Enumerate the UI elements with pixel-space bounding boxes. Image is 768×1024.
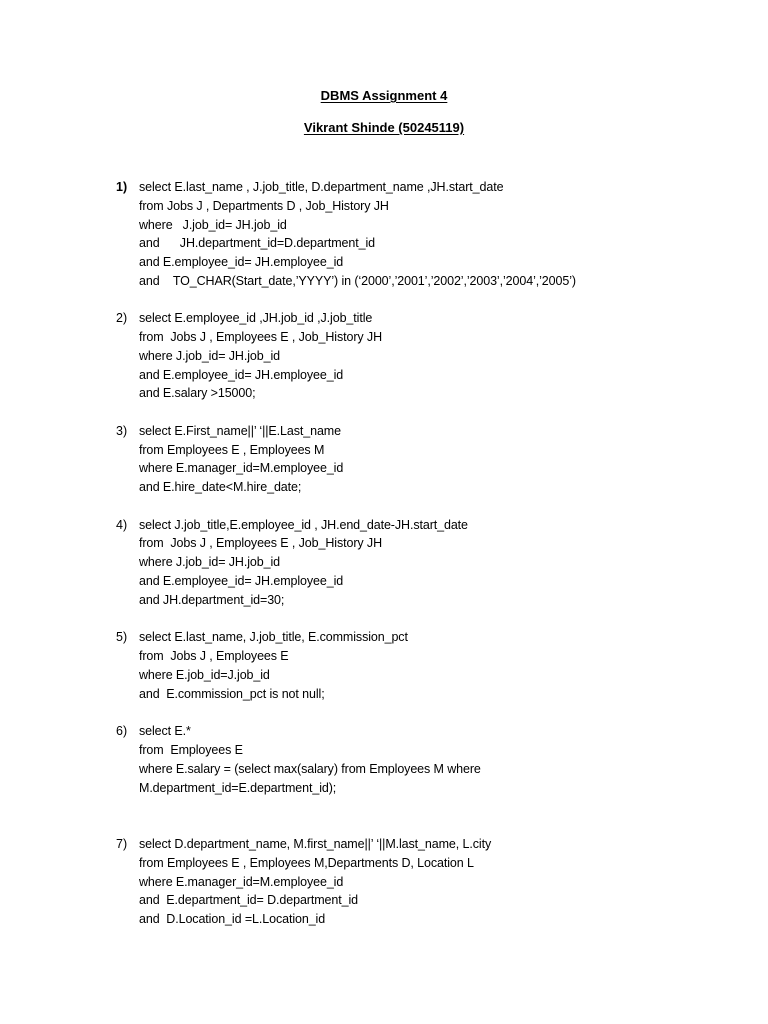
query-line: from Jobs J , Departments D , Job_History JH [139,199,389,213]
question-number: 7) [116,837,128,851]
query-line: M.department_id=E.department_id); [139,781,337,795]
query-line: where J.job_id= JH.job_id [139,555,280,569]
query-line: and E.employee_id= JH.employee_id [139,574,344,588]
query-line: where J.job_id= JH.job_id [139,349,280,363]
query-line: and E.hire_date<M.hire_date; [139,480,302,494]
query-line: and E.employee_id= JH.employee_id [139,368,344,382]
question-number: 4) [116,518,128,532]
query-line: from Employees E , Employees M,Departments D, Location L [139,856,474,870]
query-line: select E.First_name||’ ‘||E.Last_name [139,424,341,438]
question-number: 2) [116,311,128,325]
query-line: and E.employee_id= JH.employee_id [139,255,344,269]
question-number: 1) [116,180,128,194]
query-line: and D.Location_id =L.Location_id [139,912,326,926]
query-line: from Jobs J , Employees E , Job_History JH [139,330,383,344]
query-line: and JH.department_id=30; [139,593,285,607]
query-line: select E.last_name, J.job_title, E.commission_pct [139,630,408,644]
query-line: select J.job_title,E.employee_id , JH.end_date-JH.start_date [139,518,468,532]
query-line: select E.employee_id ,JH.job_id ,J.job_title [139,311,373,325]
query-line: where E.salary = (select max(salary) from Employees M where [139,762,481,776]
query-line: where E.job_id=J.job_id [139,668,270,682]
question-number: 6) [116,724,128,738]
query-line: select E.last_name , J.job_title, D.department_name ,JH.start_date [139,180,504,194]
query-line: and E.commission_pct is not null; [139,687,325,701]
query-line: select E.* [139,724,191,738]
query-line: from Jobs J , Employees E [139,649,289,663]
query-line: and JH.department_id=D.department_id [139,236,375,250]
document-author: Vikrant Shinde (50245119) [303,120,465,135]
question-number: 5) [116,630,128,644]
query-line: where J.job_id= JH.job_id [139,218,287,232]
document-title: DBMS Assignment 4 [320,88,448,103]
query-line: from Jobs J , Employees E , Job_History JH [139,536,383,550]
query-line: where E.manager_id=M.employee_id [139,875,344,889]
query-line: and TO_CHAR(Start_date,’YYYY’) in (‘2000’,’2001’,’2002’,’2003’,’2004’,’2005’) [139,274,576,288]
question-number: 3) [116,424,128,438]
query-line: from Employees E , Employees M [139,443,325,457]
query-line: from Employees E [139,743,243,757]
query-line: and E.salary >15000; [139,386,256,400]
query-line: and E.department_id= D.department_id [139,893,359,907]
query-line: where E.manager_id=M.employee_id [139,461,344,475]
query-line: select D.department_name, M.first_name||’ ‘||M.last_name, L.city [139,837,492,851]
